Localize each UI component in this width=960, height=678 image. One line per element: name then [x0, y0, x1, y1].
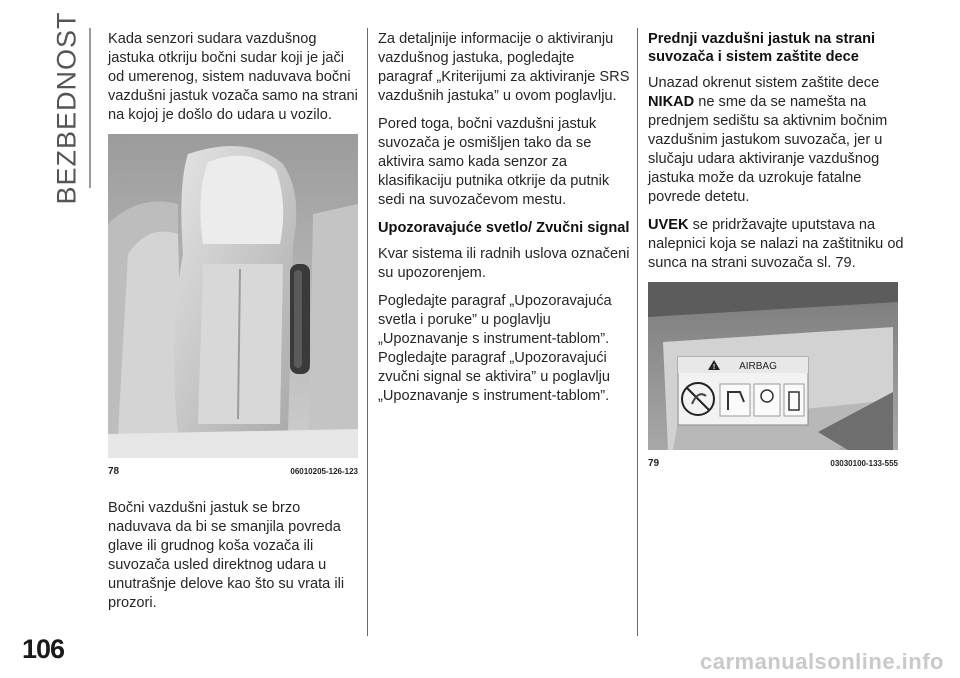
paragraph-see-audible-signal: Pogledajte paragraf „Upozoravajući zvučni signal se aktivira” u poglavlju „Upoznavanje s instrument-tablom”. — [378, 350, 610, 404]
column-2 — [378, 30, 630, 415]
figure-78-caption — [108, 462, 358, 481]
section-side-rule — [89, 28, 91, 188]
figure-code: 03030100-133-555 — [830, 459, 898, 468]
paragraph-never — [648, 93, 906, 207]
figure-code: 06010205-126-123 — [290, 467, 358, 476]
paragraph-see-warning-lights: Pogledajte paragraf „Upozoravajuća svetla i poruke” u poglavlju „Upoznavanje s instrument-tablom”. — [378, 293, 612, 347]
paragraph-always — [648, 216, 906, 273]
paragraph-always-text: se pridržavajte uputstava na nalepnici koja se nalazi na zaštitniku od sunca na strani suvozača sl. 79. — [648, 217, 904, 271]
airbag-label-text: AIRBAG — [739, 361, 777, 372]
paragraph-side-airbag-deploy: Kada senzori sudara vazdušnog jastuka otkriju bočni sudar koji je jači od umerenog, sistem naduvava bočni vazdušni jastuk vozača samo na strani na kojoj je došlo do udara u vozilo. — [108, 31, 358, 123]
figure-79 — [648, 282, 898, 473]
watermark: carmanualsonline.info — [700, 649, 944, 674]
paragraph-side-airbag-purpose: Bočni vazdušni jastuk se brzo naduvava da bi se smanjila povreda glave ili grudnog koša vozača ili suvozača usled direktnog udara u unutrašnje delove kao što su vrata ili prozori. — [108, 500, 345, 611]
seat-side-airbag-image — [108, 134, 358, 458]
figure-79-caption — [648, 454, 898, 473]
column-3 — [648, 30, 906, 473]
section-title-text: BEZBEDNOST — [51, 11, 82, 205]
section-side-title — [51, 11, 82, 205]
paragraph-passenger-sensor: Pored toga, bočni vazdušni jastuk suvozača je osmišljen tako da se aktivira samo kada senzor za klasifikaciju putnika otkrije da putnik sedi na suvozačevom mestu. — [378, 116, 610, 208]
column-divider-2 — [637, 28, 638, 636]
column-divider-1 — [367, 28, 368, 636]
emphasis-always: UVEK — [648, 217, 689, 233]
paragraph-activation-info: Za detaljnije informacije o aktiviranju vazdušnog jastuka, pogledajte paragraf „Kriterijumi za aktiviranje SRS vazdušnih jastuka” u ovom poglavlju. — [378, 31, 630, 104]
paragraph-system-fault: Kvar sistema ili radnih uslova označeni su upozorenjem. — [378, 246, 630, 281]
page-number: 106 — [22, 634, 65, 664]
figure-78 — [108, 134, 358, 481]
paragraph-rear-facing-seat: Unazad okrenut sistem zaštite dece — [648, 75, 880, 91]
sun-visor-airbag-label-image — [648, 282, 898, 450]
svg-text:!: ! — [712, 364, 716, 371]
figure-number: 79 — [648, 458, 660, 469]
column-1 — [108, 30, 360, 622]
figure-number: 78 — [108, 466, 120, 477]
heading-front-passenger-airbag: Prednji vazdušni jastuk na strani suvozača i sistem zaštite dece — [648, 31, 876, 65]
emphasis-never: NIKAD — [648, 94, 695, 110]
heading-warning-light: Upozoravajuće svetlo/ Zvučni signal — [378, 220, 630, 236]
paragraph-never-text: ne sme da se namešta na prednjem sedištu sa aktivnim bočnim vazdušnim jastukom suvozača, jer u slučaju udara aktiviranje vazdušnog jastuka može da uzrokuje fatalne povrede detetu. — [648, 94, 888, 205]
